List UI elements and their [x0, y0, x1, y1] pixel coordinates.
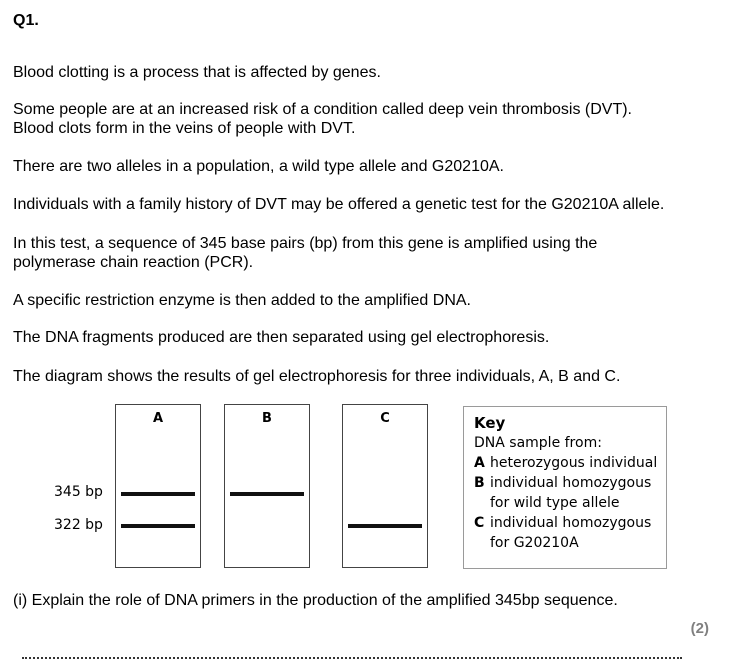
gel-lane	[224, 404, 310, 568]
question-paragraph	[13, 328, 549, 347]
paragraph-line: polymerase chain reaction (PCR).	[13, 254, 254, 271]
answer-line[interactable]	[22, 657, 682, 659]
paragraph-line: Individuals with a family history of DVT may be offered a genetic test for the G20210A allele.	[13, 196, 665, 213]
key-entry	[474, 453, 666, 473]
paragraph-line: Some people are at an increased risk of a condition called deep vein thrombosis (DVT).	[13, 101, 632, 118]
key-entry-text: for G20210A	[490, 535, 579, 551]
paragraph-line: In this test, a sequence of 345 base pairs (bp) from this gene is amplified using the	[13, 235, 598, 252]
key-entry-text: for wild type allele	[490, 495, 620, 511]
sub-question-text: (i) Explain the role of DNA primers in the production of the amplified 345bp sequence.	[13, 592, 618, 609]
question-paragraph	[13, 63, 381, 82]
paragraph-line: There are two alleles in a population, a wild type allele and G20210A.	[13, 158, 504, 175]
key-entry-text: individual homozygous	[490, 475, 652, 491]
key-title: Key	[474, 414, 506, 432]
question-paragraph	[13, 195, 664, 214]
paragraph-line: The diagram shows the results of gel electrophoresis for three individuals, A, B and C.	[13, 368, 621, 385]
key-subtitle: DNA sample from:	[474, 435, 602, 451]
size-label: 322 bp	[54, 517, 103, 533]
size-label: 345 bp	[54, 484, 103, 500]
key-entry	[474, 473, 666, 513]
question-paragraph	[13, 291, 471, 310]
gel-lane	[342, 404, 428, 568]
paragraph-line: Blood clotting is a process that is affected by genes.	[13, 64, 381, 81]
paragraph-line: The DNA fragments produced are then separated using gel electrophoresis.	[13, 329, 550, 346]
key-entry	[474, 513, 666, 553]
dna-band	[348, 524, 422, 528]
lane-label: B	[262, 411, 272, 426]
paragraph-line: A specific restriction enzyme is then added to the amplified DNA.	[13, 292, 471, 309]
question-number: Q1.	[13, 12, 39, 29]
key-box	[463, 406, 667, 569]
dna-band	[121, 492, 195, 496]
key-entries	[474, 453, 666, 553]
paragraph-line: Blood clots form in the veins of people with DVT.	[13, 120, 356, 137]
dna-band	[121, 524, 195, 528]
marks-label: (2)	[690, 620, 709, 637]
key-entry-text: individual homozygous	[490, 515, 652, 531]
lane-label: C	[380, 411, 390, 426]
question-paragraph	[13, 367, 620, 386]
question-paragraph	[13, 157, 504, 176]
key-letter: B	[474, 475, 485, 491]
lane-label: A	[152, 411, 164, 426]
key-entry-text: heterozygous individual	[490, 455, 658, 471]
key-letter: A	[474, 455, 485, 471]
key-letter: C	[474, 515, 485, 531]
question-paragraph	[13, 234, 597, 272]
gel-lane	[115, 404, 201, 568]
dna-band	[230, 492, 304, 496]
question-paragraph	[13, 100, 632, 138]
